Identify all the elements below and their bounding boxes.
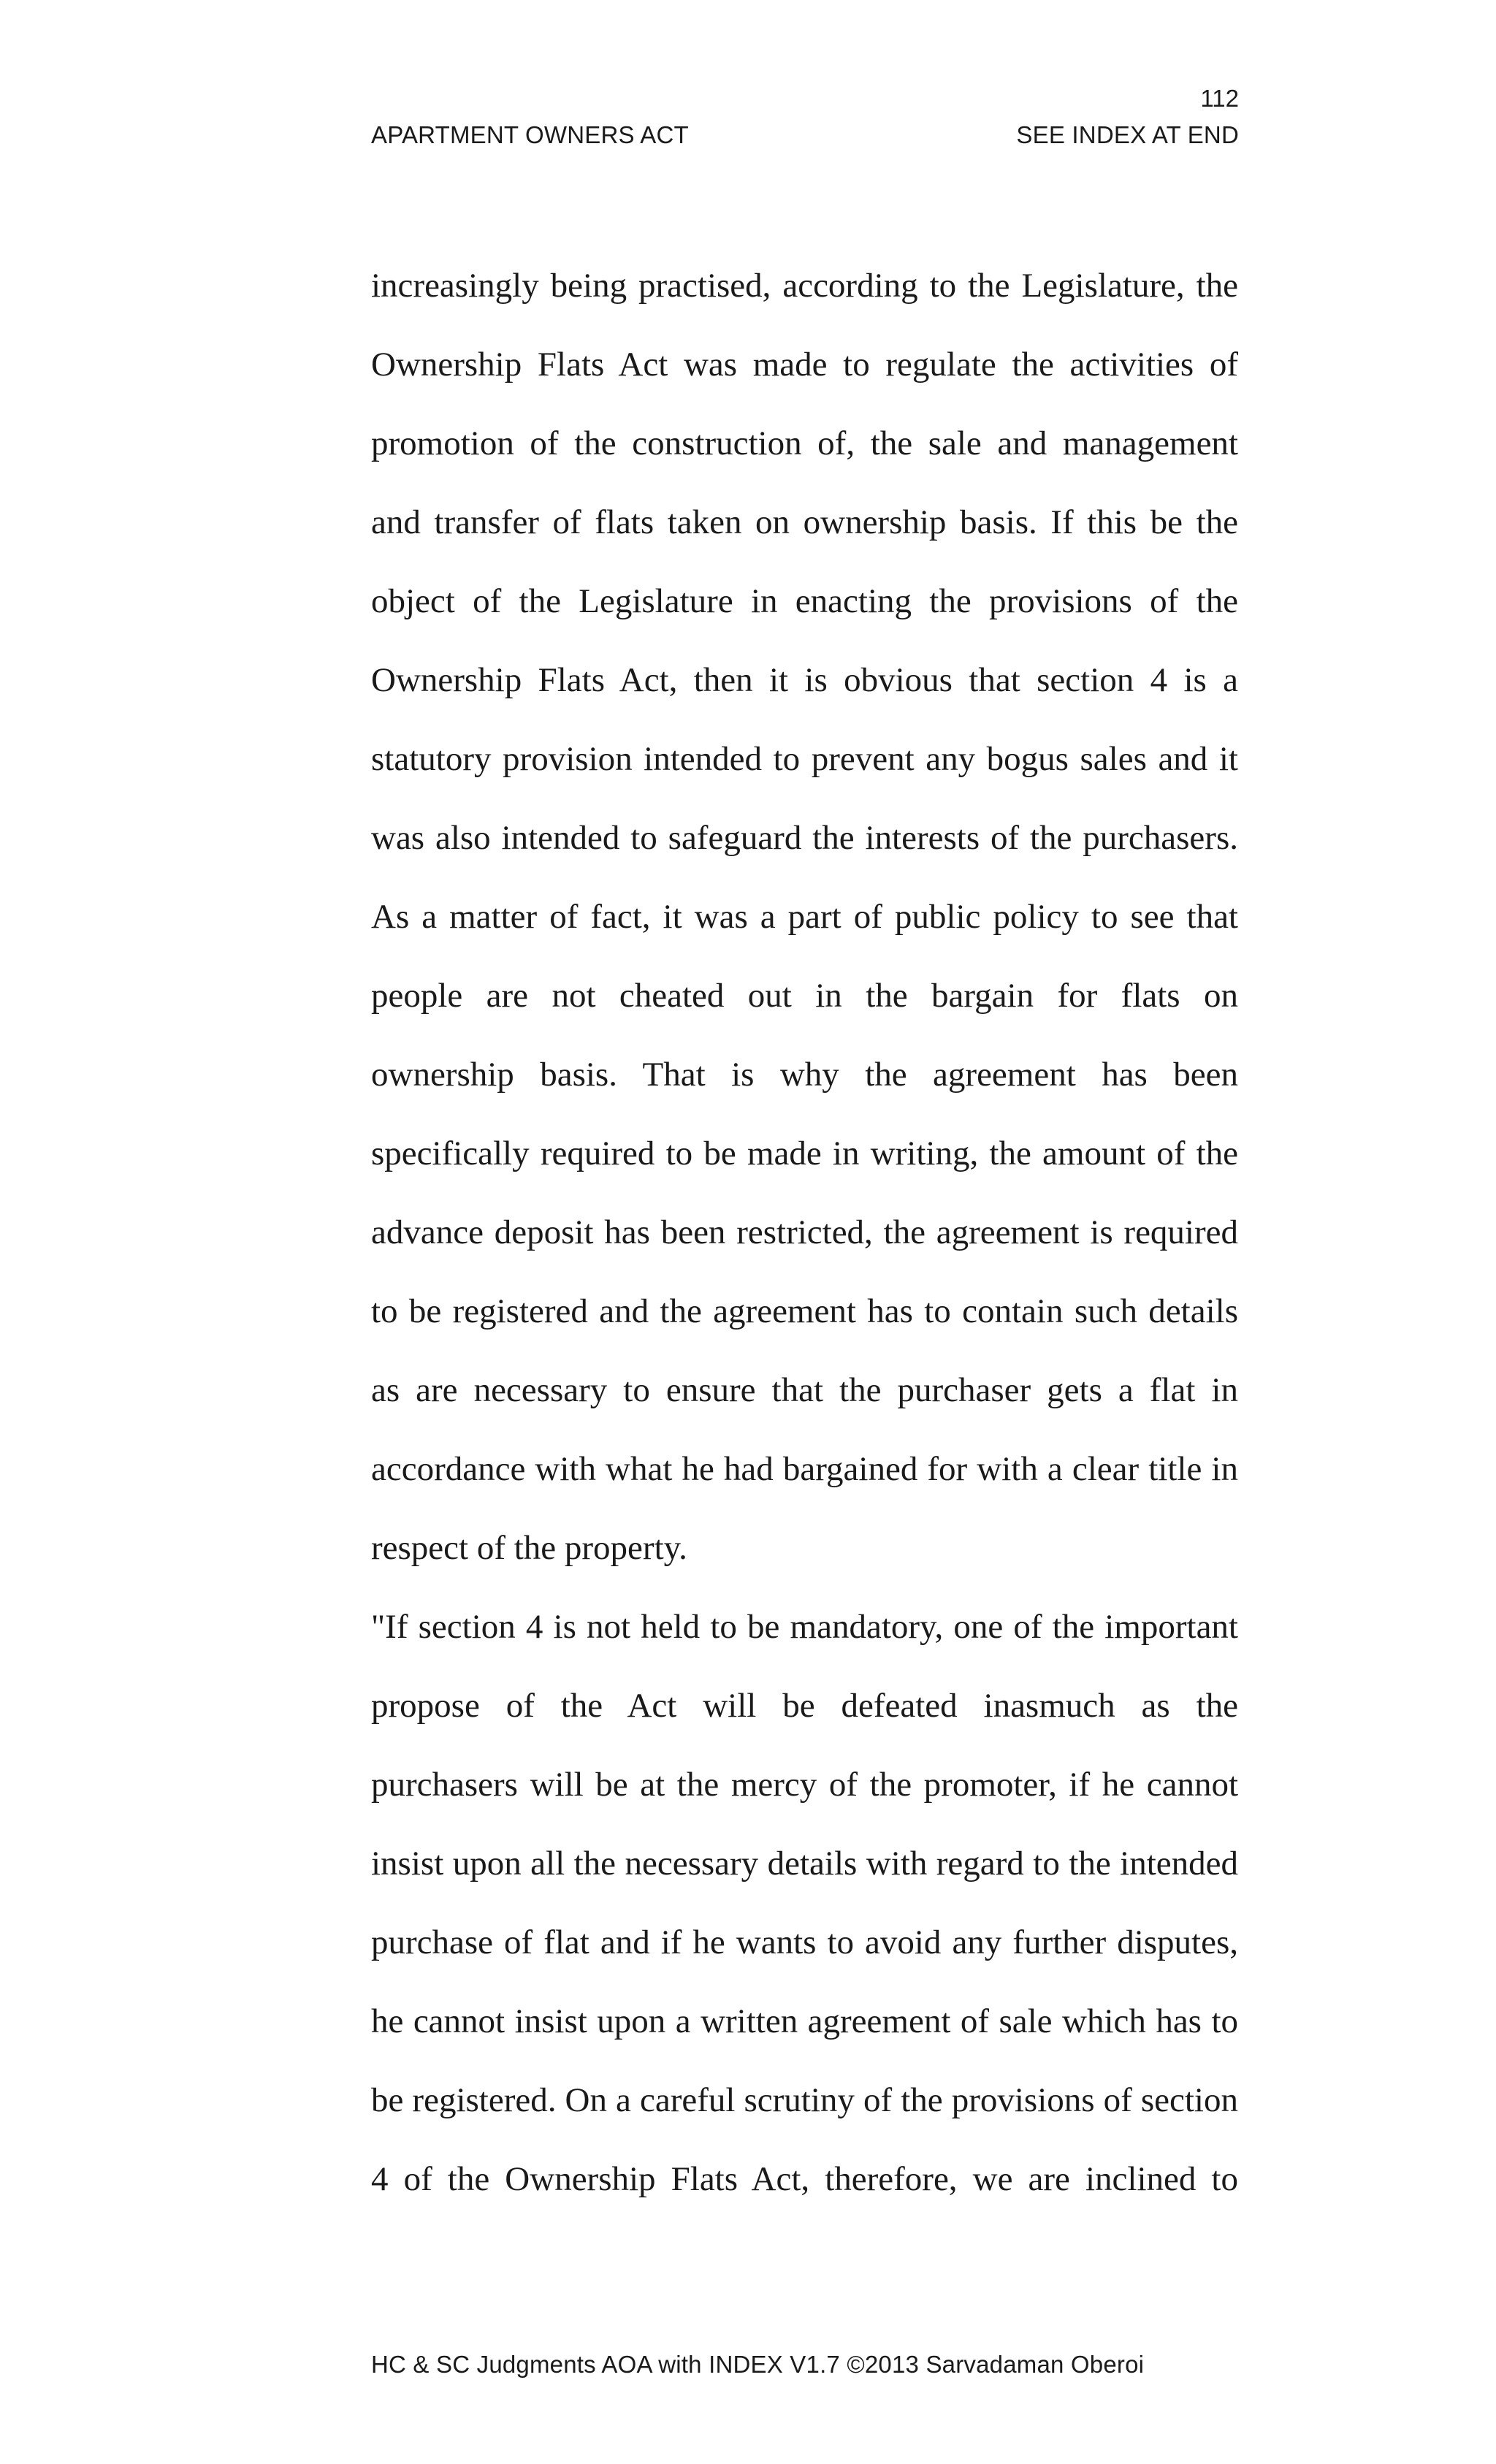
text-line: statutory provision intended to prevent any bogus sales and it: [371, 740, 1238, 778]
text-line: Ownership Flats Act, then it is obvious that section 4 is a: [371, 661, 1238, 699]
text-line: Ownership Flats Act was made to regulate the activities of: [371, 346, 1238, 384]
text-line: as are necessary to ensure that the purchaser gets a flat in: [371, 1371, 1238, 1409]
text-line: purchase of flat and if he wants to avoid any further disputes,: [371, 1923, 1238, 1961]
text-line: increasingly being practised, according to the Legislature, the: [371, 267, 1238, 305]
running-header-title: APARTMENT OWNERS ACT: [371, 121, 689, 148]
text-line: was also intended to safeguard the interests of the purchasers.: [371, 819, 1238, 857]
text-line: "If section 4 is not held to be mandatory, one of the important: [371, 1608, 1238, 1646]
text-line: people are not cheated out in the bargain for flats on: [371, 977, 1238, 1015]
text-line: propose of the Act will be defeated inasmuch as the: [371, 1687, 1238, 1725]
text-line: to be registered and the agreement has to contain such details: [371, 1292, 1238, 1330]
text-line: purchasers will be at the mercy of the promoter, if he cannot: [371, 1766, 1238, 1804]
running-header-index-note: SEE INDEX AT END: [1016, 121, 1239, 148]
text-line: specifically required to be made in writing, the amount of the: [371, 1134, 1238, 1172]
text-line: and transfer of flats taken on ownership basis. If this be the: [371, 503, 1238, 541]
text-line: advance deposit has been restricted, the agreement is required: [371, 1213, 1238, 1251]
text-line: 4 of the Ownership Flats Act, therefore, we are inclined to: [371, 2160, 1238, 2198]
text-line: object of the Legislature in enacting the provisions of the: [371, 582, 1238, 620]
text-line: he cannot insist upon a written agreement of sale which has to: [371, 2002, 1238, 2040]
text-line: be registered. On a careful scrutiny of the provisions of section: [371, 2081, 1238, 2119]
text-line: promotion of the construction of, the sale and management: [371, 424, 1238, 462]
body-text: [371, 257, 1238, 2230]
text-line: insist upon all the necessary details with regard to the intended: [371, 1845, 1238, 1883]
text-line: accordance with what he had bargained for with a clear title in: [371, 1450, 1238, 1488]
text-line: As a matter of fact, it was a part of public policy to see that: [371, 898, 1238, 936]
page-footer: HC & SC Judgments AOA with INDEX V1.7 ©2013 Sarvadaman Oberoi: [371, 2351, 1145, 2378]
page-number: 112: [1200, 85, 1239, 112]
text-line: ownership basis. That is why the agreement has been: [371, 1056, 1238, 1094]
text-line-paragraph-end: respect of the property.: [371, 1529, 687, 1567]
